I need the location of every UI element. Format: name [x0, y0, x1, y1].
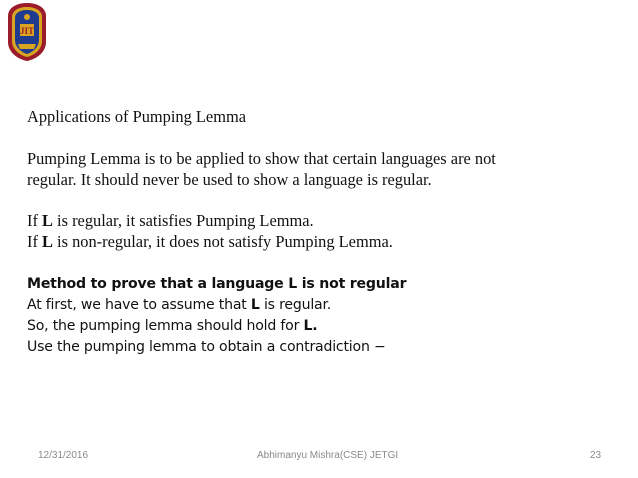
method-step-2-var: L.: [303, 318, 318, 334]
method-step-1-var: L: [250, 297, 260, 313]
logo-text: JIT: [19, 26, 35, 36]
statement-regular-var: L: [42, 211, 53, 230]
intro-line-2: regular. It should never be used to show a language is regular.: [27, 170, 432, 189]
method-step-1: [27, 295, 331, 315]
statement-non-regular-var: L: [42, 232, 53, 251]
slide-heading: Applications of Pumping Lemma: [27, 107, 246, 126]
method-step-1-suffix: is regular.: [259, 297, 332, 313]
method-step-1-prefix: At first, we have to assume that: [27, 297, 251, 313]
method-step-2-prefix: So, the pumping lemma should hold for: [27, 318, 304, 334]
method-step-3: Use the pumping lemma to obtain a contradiction −: [27, 339, 386, 355]
method-step-2: [27, 316, 317, 336]
intro-line-1: Pumping Lemma is to be applied to show that certain languages are not: [27, 149, 496, 168]
statement-non-regular-prefix: If: [27, 232, 43, 251]
footer-page-number: 23: [590, 450, 602, 461]
statement-regular-suffix: is regular, it satisfies Pumping Lemma.: [52, 211, 314, 230]
statement-non-regular-suffix: is non-regular, it does not satisfy Pumping Lemma.: [52, 232, 393, 251]
footer-date: 12/31/2016: [38, 450, 89, 461]
statement-regular: [27, 211, 314, 231]
statement-non-regular: [27, 232, 393, 252]
college-crest-logo: [4, 2, 50, 62]
footer-author: Abhimanyu Mishra(CSE) JETGI: [257, 450, 399, 461]
method-title: Method to prove that a language L is not regular: [27, 276, 407, 292]
statement-regular-prefix: If: [27, 211, 43, 230]
